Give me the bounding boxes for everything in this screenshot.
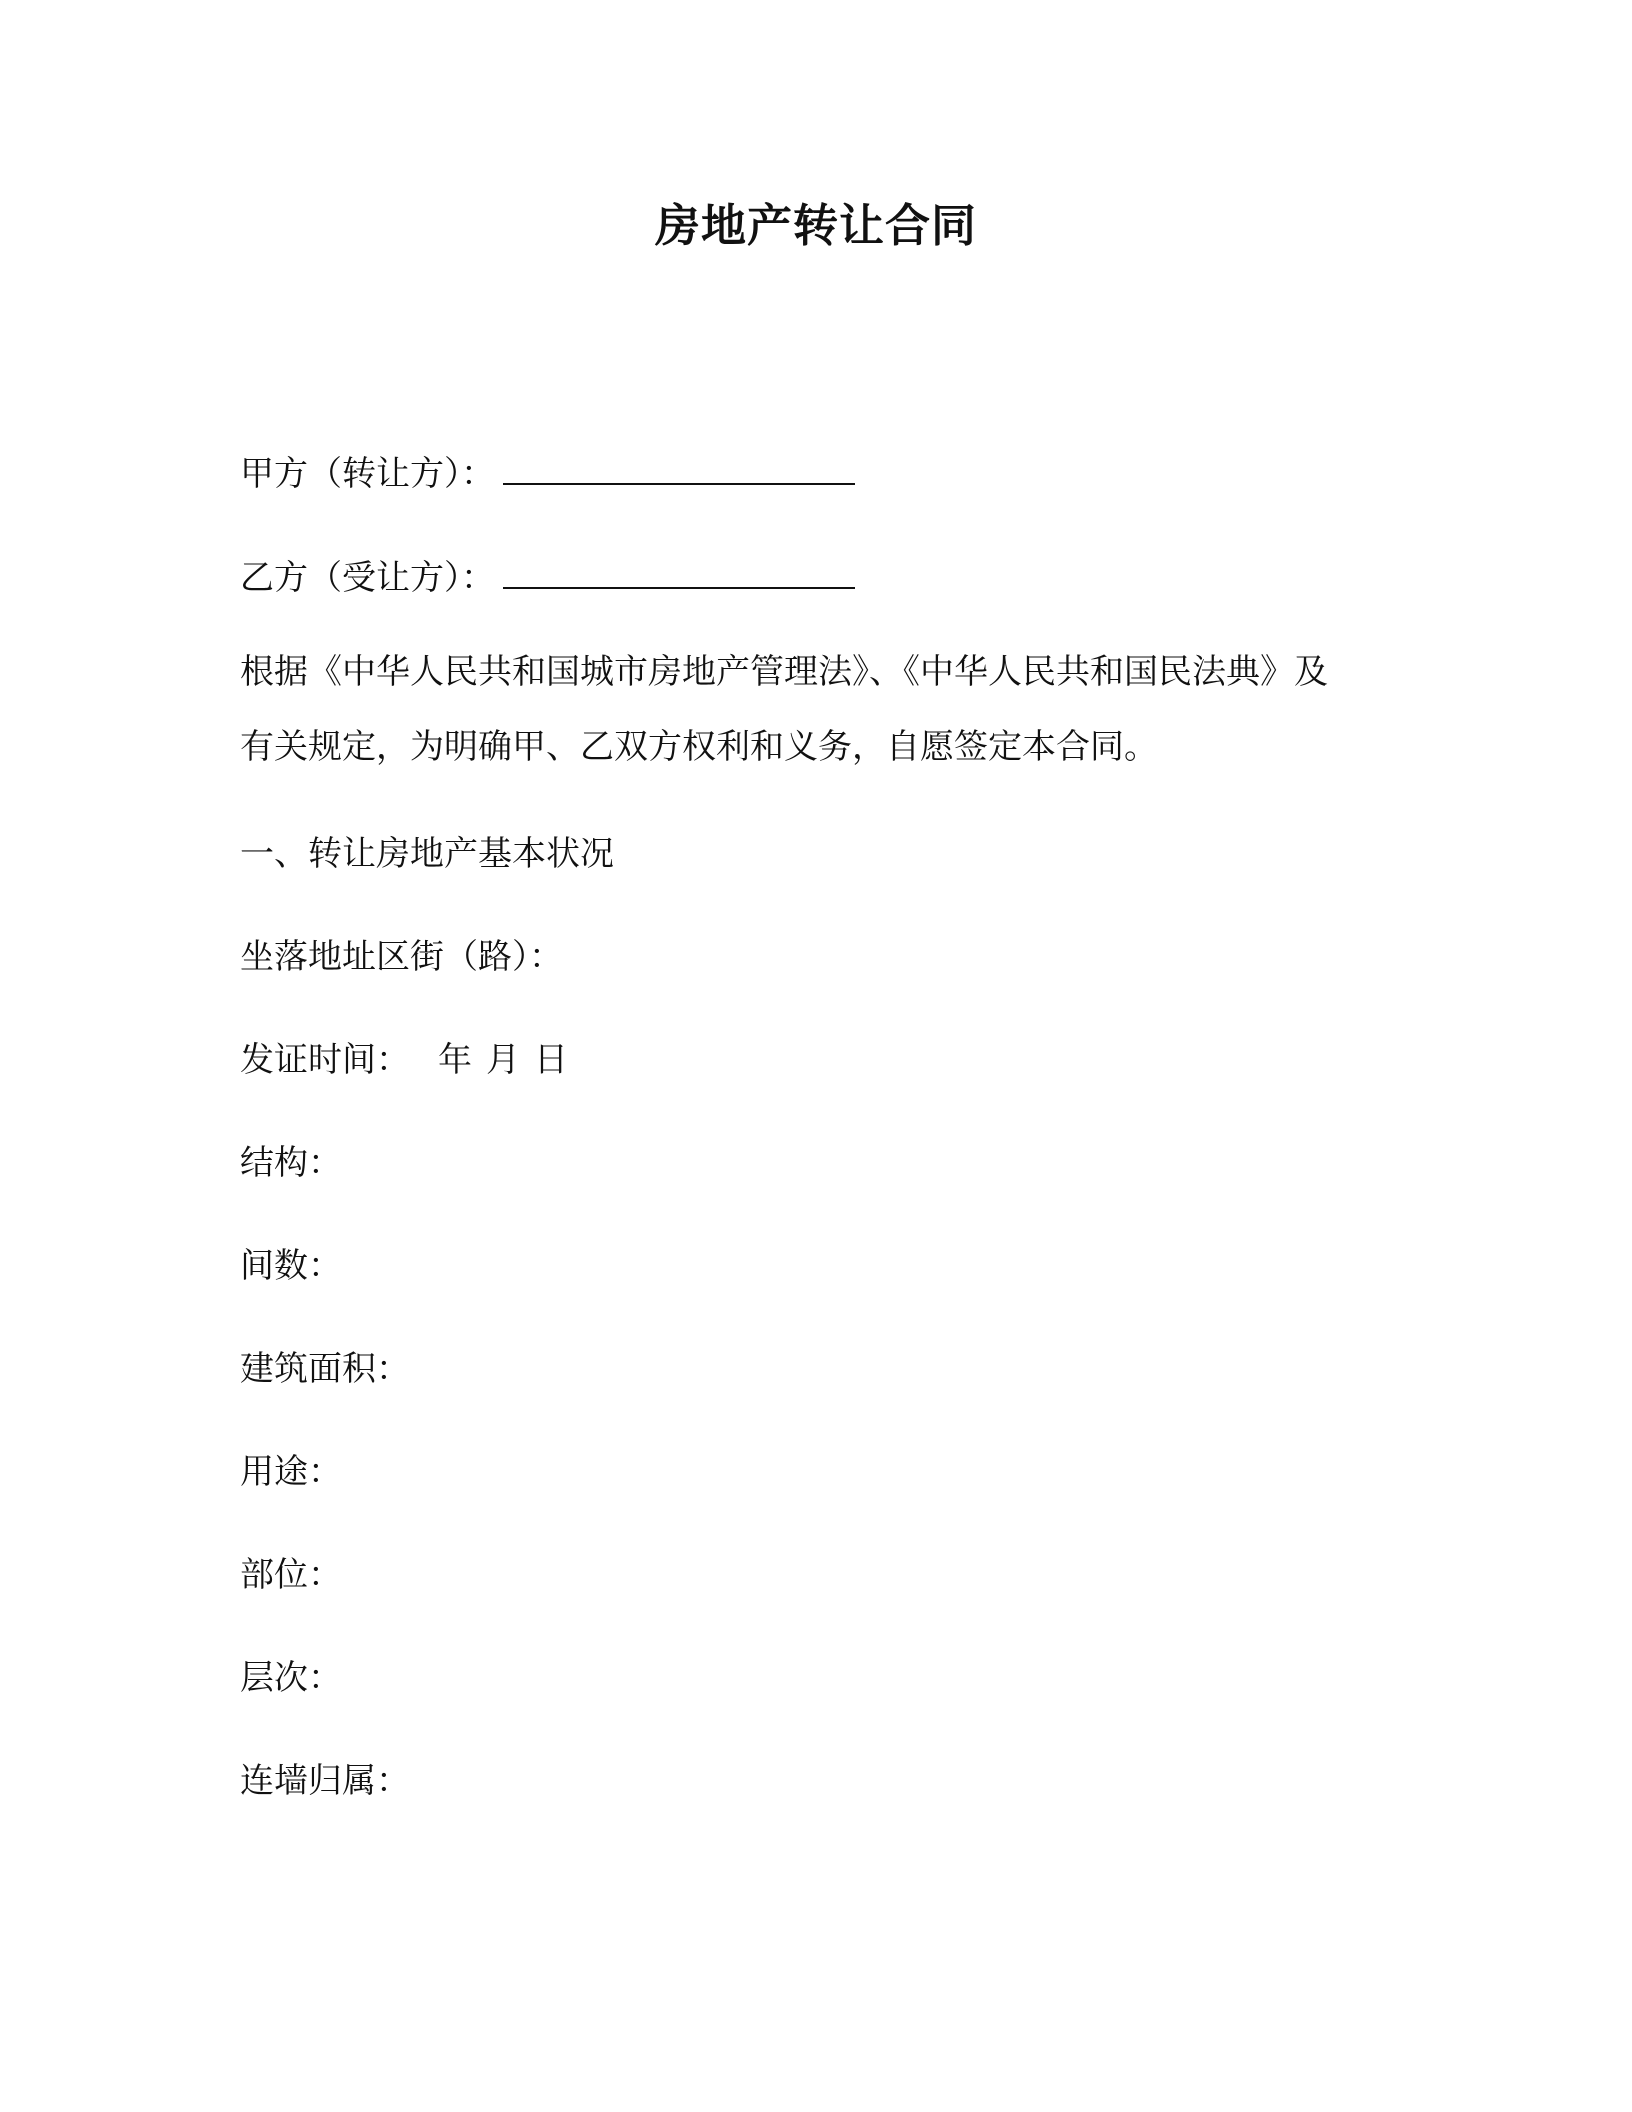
floor-area-field: 建筑面积： xyxy=(240,1349,410,1389)
level-field: 层次： xyxy=(240,1658,342,1698)
party-a-label: 甲方（转让方）： xyxy=(240,454,495,494)
preamble-paragraph: 根据《中华人民共和国城市房地产管理法》、《中华人民共和国民法典》及有关规定，为明确甲、乙双方权利和义务，自愿签定本合同。 xyxy=(240,652,1328,767)
section1-heading: 一、转让房地产基本状况 xyxy=(240,834,614,874)
rooms-field: 间数： xyxy=(240,1246,342,1286)
party-wall-field: 连墙归属： xyxy=(240,1761,410,1801)
party-b-line xyxy=(240,554,1400,602)
party-a-line xyxy=(240,450,1400,498)
party-b-label: 乙方（受让方）： xyxy=(240,558,495,598)
usage-field: 用途： xyxy=(240,1452,342,1492)
issue-date-label: 发证时间： xyxy=(240,1040,410,1080)
party-a-blank xyxy=(503,453,855,485)
year-label: 年 xyxy=(438,1040,472,1080)
document-title: 房地产转让合同 xyxy=(654,199,977,252)
day-label: 日 xyxy=(534,1040,568,1080)
party-b-blank xyxy=(503,557,855,589)
issue-date-field xyxy=(240,1036,1400,1084)
position-field: 部位： xyxy=(240,1555,342,1595)
structure-field: 结构： xyxy=(240,1143,342,1183)
address-field: 坐落地址区街（路）： xyxy=(240,937,563,977)
month-label: 月 xyxy=(486,1040,520,1080)
